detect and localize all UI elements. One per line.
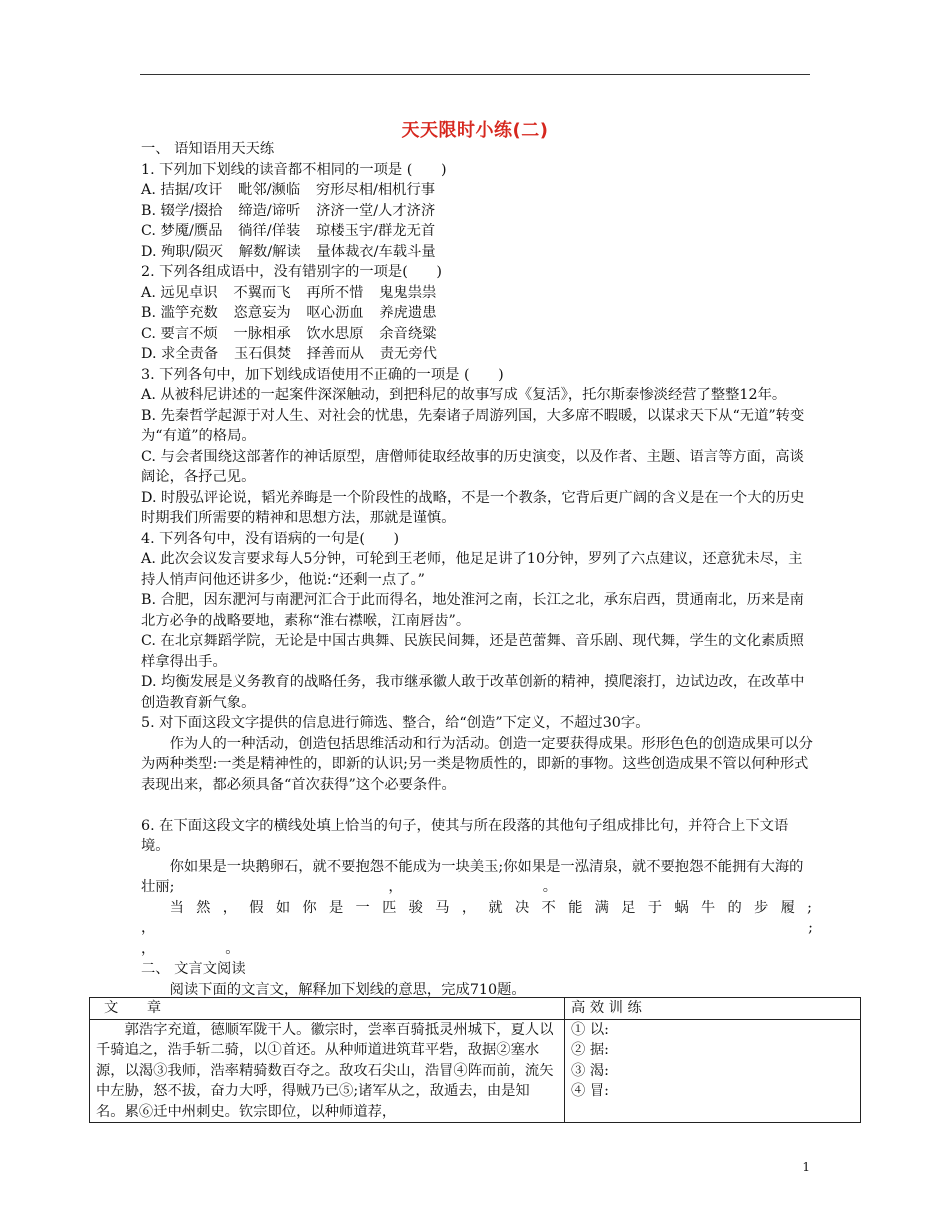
blank-line: ， ;: [141, 920, 813, 936]
page-number: 1: [802, 1160, 810, 1174]
table-header-passage: 文 章: [90, 998, 565, 1020]
option-b: B. 先秦哲学起源于对人生、对社会的忧患，先秦诸子周游列国，大多席不暇暖，以谋求天下从“无道”转变为“有道”的格局。: [141, 407, 805, 444]
blank-line-end: ， 。: [141, 940, 240, 957]
question-3-stem: 3. 下列各句中，加下划线成语使用不正确的一项是 ( ): [141, 366, 504, 383]
option-d: D. 求全责备 玉石俱焚 择善而从 责无旁代: [141, 346, 437, 362]
table-header-exercise: 高 效 训 练: [565, 998, 861, 1020]
question-2-stem: 2. 下列各组成语中，没有错别字的一项是( ): [141, 264, 442, 280]
reading-instruction: 阅读下面的文言文，解释加下划线的意思，完成710题。: [169, 981, 526, 998]
section-heading: 一、 语知语用天天练: [141, 141, 275, 157]
question-5-passage: 作为人的一种活动，创造包括思维活动和行为活动。创造一定要获得成果。形形色色的创造成果可以分为两种类型:一类是精神性的，即新的认识;另一类是物质性的，即新的事物。这些创造成果不管以何种形式表现出来，都必须具备“首次获得”这个必要条件。: [141, 735, 813, 793]
question-6-paragraph-2: 当然，假如你是一匹骏马，就决不能满足于蜗牛的步履;: [169, 899, 813, 916]
passage-text: 郭浩字充道，德顺军陇干人。徽宗时，尝率百骑抵灵州城下，夏人以千骑追之，浩手斩二骑，以①首还。从种师道进筑茸平砦，敌据②塞水源，以渴③我师，浩率精骑数百夺之。敌攻石尖山，浩冒④阵而前，流矢中左胁，怒不拔，奋力大呼，得贼乃已⑤;诸军从之，敌遁去，由是知名。累⑥迁中州刺史。钦宗即位，以种师道荐，: [96, 1021, 554, 1120]
section-heading: 二、 文言文阅读: [141, 961, 246, 977]
option-a: A. 拮据/攻讦 毗邻/濒临 穷形尽相/相机行事: [141, 182, 436, 198]
option-b: B. 辍学/掇拾 缔造/谛听 济济一堂/人才济济: [141, 202, 436, 219]
option-c: C. 要言不烦 一脉相承 饮水思原 余音绕粱: [141, 325, 437, 342]
exercise-item: ① 以:: [571, 1021, 609, 1038]
table-passage-cell: [90, 1019, 565, 1123]
exercise-item: ② 据:: [571, 1042, 609, 1058]
option-a: A. 从被科尼讲述的一起案件深深触动，到把科尼的故事写成《复活》，托尔斯泰惨淡经营了整整12年。: [141, 387, 787, 403]
option-d: D. 均衡发展是义务教育的战略任务，我市继承徽人敢于改革创新的精神，摸爬滚打，边试边改，在改革中创造教育新气象。: [141, 674, 805, 711]
option-a: A. 此次会议发言要求每人5分钟，可轮到王老师，他足足讲了10分钟，罗列了六点建议，还意犹未尽，主持人悄声问他还讲多少，他说:“还剩一点了。”: [141, 551, 803, 588]
option-c: C. 梦魇/赝品 徜徉/佯装 琼楼玉宇/群龙无首: [141, 223, 436, 239]
option-c: C. 与会者围绕这部著作的神话原型，唐僧师徒取经故事的历史演变，以及作者、主题、语言等方面，高谈阔论，各抒己见。: [141, 448, 804, 485]
question-1-stem: 1. 下列加下划线的读音都不相同的一项是 ( ): [141, 161, 447, 178]
option-d: D. 时殷弘评论说，韬光养晦是一个阶段性的战略，不是一个教条，它背后更广阔的含义是在一个大的历史时期我们所需要的精神和思想方法，那就是谨慎。: [141, 489, 805, 526]
exercise-item: ③ 渴:: [571, 1062, 609, 1079]
table-exercise-cell: [565, 1019, 861, 1123]
header-rule: [140, 74, 810, 75]
option-c: C. 在北京舞蹈学院，无论是中国古典舞、民族民间舞，还是芭蕾舞、音乐剧、现代舞，学生的文化素质照样拿得出手。: [141, 633, 804, 670]
option-a: A. 远见卓识 不翼而飞 再所不惜 鬼鬼祟祟: [141, 284, 437, 301]
option-b: B. 合肥，因东淝河与南淝河汇合于此而得名，地处淮河之南，长江之北，承东启西，贯通南北，历来是南北方必争的战略要地，素称“淮右襟喉，江南唇齿”。: [141, 592, 804, 629]
question-4-stem: 4. 下列各句中，没有语病的一句是( ): [141, 530, 400, 547]
exercise-item: ④ 冒:: [571, 1083, 609, 1099]
question-6-stem: 6. 在下面这段文字的横线处填上恰当的句子，使其与所在段落的其他句子组成排比句，并符合上下文语境。: [141, 817, 789, 854]
reading-table: [89, 997, 861, 1123]
document-body: [141, 139, 813, 1000]
question-6-paragraph: 你如果是一块鹅卵石，就不要抱怨不能成为一块美玉;你如果是一泓清泉，就不要抱怨不能拥有大海的壮丽; ， 。: [141, 858, 804, 895]
page-title: 天天限时小练(二): [401, 120, 549, 141]
option-b: B. 滥竽充数 恣意妄为 呕心沥血 养虎遗患: [141, 305, 437, 321]
option-d: D. 殉职/陨灭 解数/解读 量体裁衣/车载斗量: [141, 243, 436, 260]
question-5-stem: 5. 对下面这段文字提供的信息进行筛选、整合，给“创造”下定义，不超过30字。: [141, 715, 650, 731]
